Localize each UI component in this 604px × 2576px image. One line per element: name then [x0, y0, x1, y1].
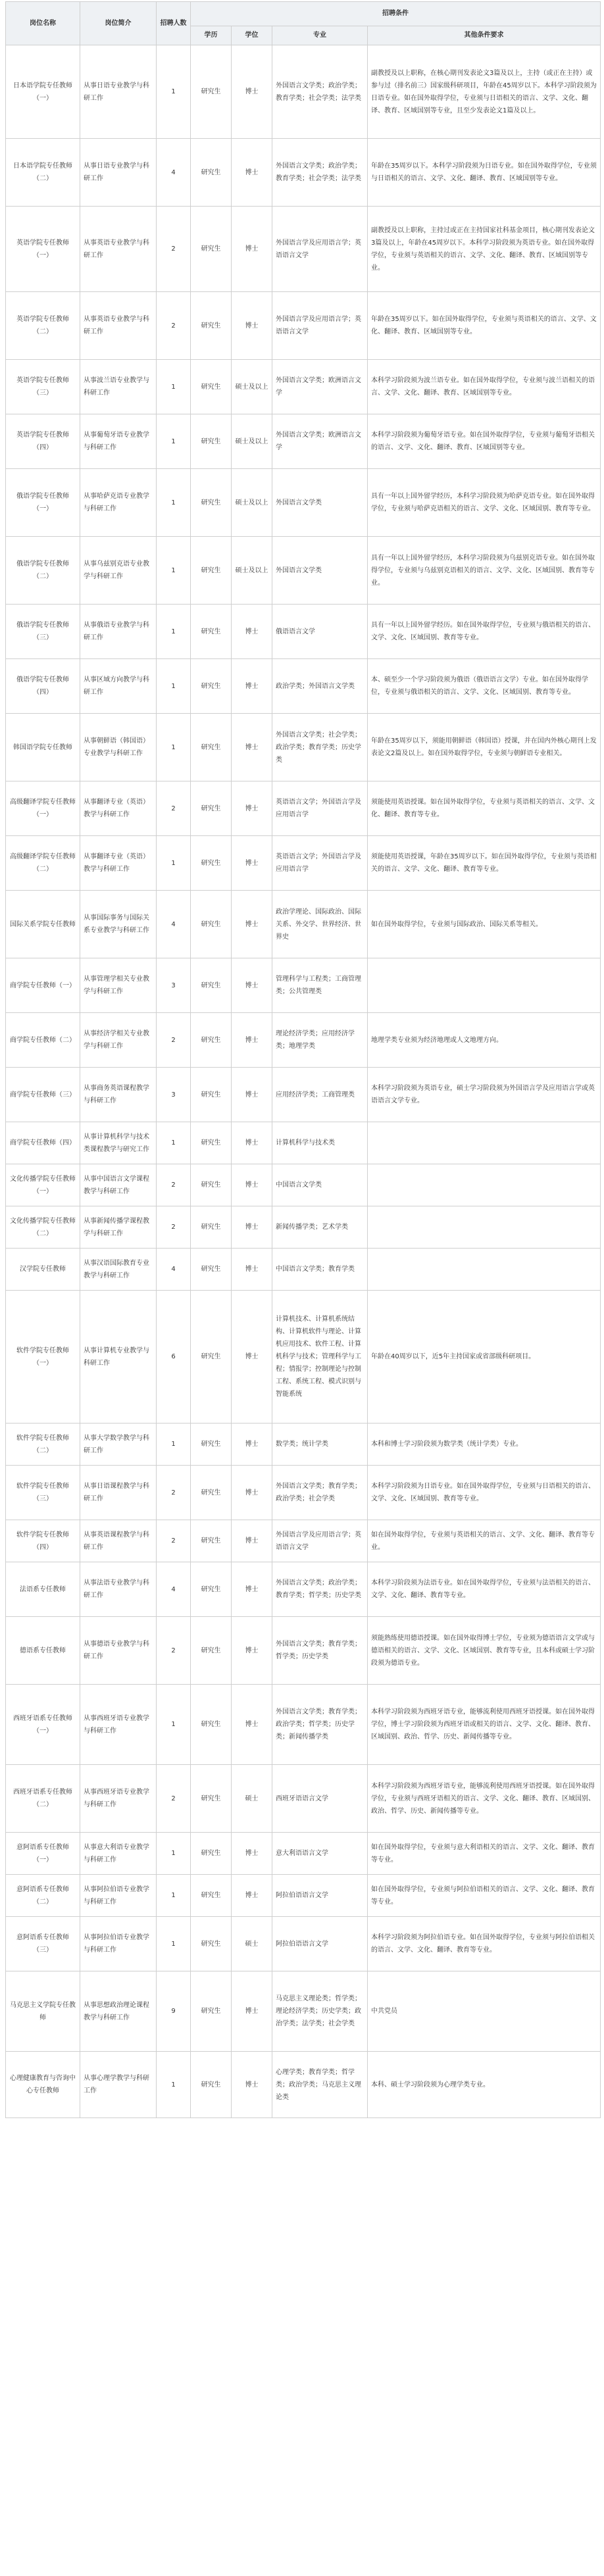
- cell-academic: 博士: [232, 1206, 272, 1249]
- cell-other: 年龄在40周岁以下，近5年主持国家或省部级科研项目。: [368, 1291, 601, 1424]
- cell-count: 2: [157, 1013, 191, 1068]
- recruitment-table: [5, 1, 601, 2118]
- cell-academic: 博士: [232, 891, 272, 958]
- cell-position: 汉学院专任教师: [6, 1249, 80, 1291]
- cell-count: 4: [157, 891, 191, 958]
- header-conditions: 招聘条件: [191, 2, 601, 26]
- cell-count: 6: [157, 1291, 191, 1424]
- cell-intro: 从事波兰语专业教学与科研工作: [80, 360, 157, 414]
- cell-position: 韩国语学院专任教师: [6, 714, 80, 781]
- cell-position: 文化传播学院专任教师（一）: [6, 1164, 80, 1206]
- cell-academic: 硕士: [232, 1917, 272, 1971]
- cell-other: [368, 958, 601, 1013]
- cell-major: 外国语言文学类；政治学类；教育学类；哲学类；历史学类: [272, 1562, 368, 1617]
- header-other: 其他条件要求: [368, 26, 601, 45]
- table-row: [6, 1685, 601, 1765]
- cell-degree: 研究生: [191, 1291, 232, 1424]
- cell-intro: 从事英语课程教学与科研工作: [80, 1520, 157, 1562]
- cell-count: 1: [157, 469, 191, 537]
- cell-other: 年龄在35周岁以下。如在国外取得学位，专业须与英语相关的语言、文学、文化、翻译、教育、区域国别等专业。: [368, 292, 601, 360]
- cell-count: 1: [157, 1875, 191, 1917]
- cell-academic: 博士: [232, 1164, 272, 1206]
- cell-count: 2: [157, 1164, 191, 1206]
- cell-position: 软件学院专任教师（二）: [6, 1424, 80, 1466]
- cell-count: 1: [157, 1833, 191, 1875]
- cell-position: 英语学院专任教师（三）: [6, 360, 80, 414]
- cell-major: 外国语言文学类；欧洲语言文学: [272, 414, 368, 469]
- table-row: [6, 207, 601, 292]
- cell-other: 如在国外取得学位，专业须与阿拉伯语相关的语言、文学、文化、翻译、教育等专业。: [368, 1875, 601, 1917]
- cell-position: 商学院专任教师（二）: [6, 1013, 80, 1068]
- cell-major: 外国语言文学类: [272, 469, 368, 537]
- table-row: [6, 537, 601, 605]
- cell-count: 1: [157, 605, 191, 659]
- table-row: [6, 1424, 601, 1466]
- cell-intro: 从事英语专业教学与科研工作: [80, 207, 157, 292]
- cell-degree: 研究生: [191, 1013, 232, 1068]
- cell-degree: 研究生: [191, 1917, 232, 1971]
- cell-intro: 从事阿拉伯语专业教学与科研工作: [80, 1917, 157, 1971]
- cell-major: 中国语言文学类；教育学类: [272, 1249, 368, 1291]
- cell-academic: 硕士及以上: [232, 537, 272, 605]
- cell-academic: 博士: [232, 139, 272, 207]
- table-row: [6, 292, 601, 360]
- cell-degree: 研究生: [191, 360, 232, 414]
- cell-academic: 博士: [232, 1617, 272, 1685]
- cell-other: 本科学习阶段须为西班牙语专业，能够流利使用西班牙语授课。如在国外取得学位，博士学习阶段须为西班牙语或相关的语言、文学、文化、翻译、教育、区域国别、政治、哲学、历史、新闻传播等专业。: [368, 1685, 601, 1765]
- cell-intro: 从事经济学相关专业教学与科研工作: [80, 1013, 157, 1068]
- cell-major: 外国语言学及应用语言学；英语语言文学: [272, 1520, 368, 1562]
- cell-position: 意阿语系专任教师（二）: [6, 1875, 80, 1917]
- cell-degree: 研究生: [191, 605, 232, 659]
- cell-intro: 从事朝鲜语（韩国语）专业教学与科研工作: [80, 714, 157, 781]
- table-row: [6, 414, 601, 469]
- cell-major: 政治学理论、国际政治、国际关系、外交学、世界经济、世界史: [272, 891, 368, 958]
- table-row: [6, 605, 601, 659]
- cell-other: 如在国外取得学位，专业须与英语相关的语言、文学、文化、翻译、教育等专业。: [368, 1520, 601, 1562]
- cell-position: 俄语学院专任教师（一）: [6, 469, 80, 537]
- cell-position: 意阿语系专任教师（三）: [6, 1917, 80, 1971]
- cell-degree: 研究生: [191, 1765, 232, 1833]
- cell-major: 英语语言文学；外国语言学及应用语言学: [272, 836, 368, 891]
- cell-academic: 博士: [232, 781, 272, 836]
- cell-position: 软件学院专任教师（四）: [6, 1520, 80, 1562]
- table-body: [6, 45, 601, 2118]
- cell-major: 中国语言文学类: [272, 1164, 368, 1206]
- table-row: [6, 891, 601, 958]
- header-row-top: [6, 2, 601, 26]
- cell-count: 2: [157, 1617, 191, 1685]
- cell-count: 4: [157, 139, 191, 207]
- cell-position: 国际关系学院专任教师: [6, 891, 80, 958]
- cell-degree: 研究生: [191, 537, 232, 605]
- table-row: [6, 1249, 601, 1291]
- cell-count: 1: [157, 1122, 191, 1164]
- cell-major: 马克思主义理论类；哲学类；理论经济学类；历史学类；政治学类；法学类；社会学类: [272, 1971, 368, 2052]
- cell-academic: 博士: [232, 605, 272, 659]
- cell-count: 1: [157, 45, 191, 139]
- cell-intro: 从事阿拉伯语专业教学与科研工作: [80, 1875, 157, 1917]
- cell-academic: 博士: [232, 714, 272, 781]
- cell-major: 阿拉伯语语言文学: [272, 1875, 368, 1917]
- cell-academic: 博士: [232, 1875, 272, 1917]
- cell-degree: 研究生: [191, 714, 232, 781]
- cell-position: 德语系专任教师: [6, 1617, 80, 1685]
- cell-degree: 研究生: [191, 1424, 232, 1466]
- cell-intro: 从事商务英语课程教学与科研工作: [80, 1068, 157, 1122]
- table-row: [6, 1206, 601, 1249]
- cell-academic: 博士: [232, 207, 272, 292]
- cell-position: 法语系专任教师: [6, 1562, 80, 1617]
- table-row: [6, 1917, 601, 1971]
- cell-intro: 从事西班牙语专业教学与科研工作: [80, 1765, 157, 1833]
- cell-position: 俄语学院专任教师（三）: [6, 605, 80, 659]
- cell-other: [368, 1164, 601, 1206]
- table-row: [6, 2052, 601, 2118]
- cell-count: 2: [157, 207, 191, 292]
- cell-intro: 从事英语专业教学与科研工作: [80, 292, 157, 360]
- cell-position: 高级翻译学院专任教师（二）: [6, 836, 80, 891]
- cell-academic: 博士: [232, 1424, 272, 1466]
- cell-count: 1: [157, 1917, 191, 1971]
- cell-major: 阿拉伯语语言文学: [272, 1917, 368, 1971]
- cell-position: 软件学院专任教师（一）: [6, 1291, 80, 1424]
- cell-intro: 从事思想政治理论课程教学与科研工作: [80, 1971, 157, 2052]
- cell-intro: 从事日语课程教学与科研工作: [80, 1466, 157, 1520]
- cell-degree: 研究生: [191, 1617, 232, 1685]
- cell-academic: 博士: [232, 836, 272, 891]
- cell-degree: 研究生: [191, 1164, 232, 1206]
- cell-major: 心理学类；教育学类；哲学类；政治学类；马克思主义理论类: [272, 2052, 368, 2118]
- cell-position: 商学院专任教师（一）: [6, 958, 80, 1013]
- cell-intro: 从事计算机专业教学与科研工作: [80, 1291, 157, 1424]
- cell-major: 英语语言文学；外国语言学及应用语言学: [272, 781, 368, 836]
- cell-major: 西班牙语语言文学: [272, 1765, 368, 1833]
- cell-major: 外国语言文学类；教育学类；政治学类；哲学类；历史学类；新闻传播学类: [272, 1685, 368, 1765]
- cell-major: 应用经济学类；工商管理类: [272, 1068, 368, 1122]
- cell-academic: 硕士及以上: [232, 414, 272, 469]
- table-row: [6, 1971, 601, 2052]
- cell-position: 俄语学院专任教师（二）: [6, 537, 80, 605]
- cell-other: 如在国外取得学位，专业须与国际政治、国际关系等相关。: [368, 891, 601, 958]
- table-row: [6, 139, 601, 207]
- cell-position: 软件学院专任教师（三）: [6, 1466, 80, 1520]
- table-row: [6, 360, 601, 414]
- cell-major: 计算机科学与技术类: [272, 1122, 368, 1164]
- cell-count: 1: [157, 537, 191, 605]
- header-intro: 岗位简介: [80, 2, 157, 45]
- table-row: [6, 1520, 601, 1562]
- cell-other: 本科学习阶段须为阿拉伯语专业。如在国外取得学位，专业须与阿拉伯语相关的语言、文学、文化、翻译、教育等专业。: [368, 1917, 601, 1971]
- cell-academic: 博士: [232, 1562, 272, 1617]
- cell-degree: 研究生: [191, 1833, 232, 1875]
- table-row: [6, 1122, 601, 1164]
- cell-count: 1: [157, 714, 191, 781]
- table-row: [6, 1466, 601, 1520]
- cell-major: 意大利语语言文学: [272, 1833, 368, 1875]
- cell-academic: 博士: [232, 1249, 272, 1291]
- cell-intro: 从事汉语国际教育专业教学与科研工作: [80, 1249, 157, 1291]
- table-row: [6, 1617, 601, 1685]
- cell-intro: 从事日语专业教学与科研工作: [80, 139, 157, 207]
- cell-position: 商学院专任教师（三）: [6, 1068, 80, 1122]
- cell-major: 外国语言文学类；政治学类；教育学类；社会学类；法学类: [272, 139, 368, 207]
- header-position: 岗位名称: [6, 2, 80, 45]
- table-row: [6, 836, 601, 891]
- cell-intro: 从事区域方向教学与科研工作: [80, 659, 157, 714]
- cell-academic: 硕士: [232, 1765, 272, 1833]
- cell-other: [368, 1206, 601, 1249]
- cell-other: 须能熟练使用德语授课。如在国外取得博士学位，专业须为德语语言文学或与德语相关的语言、文学、文化、区域国别、教育等专业，且本科或硕士学习阶段须为德语专业。: [368, 1617, 601, 1685]
- table-row: [6, 781, 601, 836]
- table-row: [6, 1291, 601, 1424]
- cell-academic: 博士: [232, 292, 272, 360]
- cell-academic: 博士: [232, 45, 272, 139]
- cell-academic: 博士: [232, 1068, 272, 1122]
- cell-intro: 从事葡萄牙语专业教学与科研工作: [80, 414, 157, 469]
- cell-position: 文化传播学院专任教师（二）: [6, 1206, 80, 1249]
- cell-major: 外国语言文学类: [272, 537, 368, 605]
- cell-degree: 研究生: [191, 414, 232, 469]
- cell-count: 1: [157, 659, 191, 714]
- cell-major: 管理科学与工程类；工商管理类；公共管理类: [272, 958, 368, 1013]
- cell-academic: 博士: [232, 1122, 272, 1164]
- cell-academic: 博士: [232, 1971, 272, 2052]
- cell-major: 政治学类；外国语言文学类: [272, 659, 368, 714]
- cell-degree: 研究生: [191, 1206, 232, 1249]
- cell-major: 外国语言文学类；政治学类；教育学类；社会学类；法学类: [272, 45, 368, 139]
- cell-other: [368, 1249, 601, 1291]
- cell-major: 外国语言文学类；教育学类；哲学类；历史学类: [272, 1617, 368, 1685]
- cell-intro: 从事德语专业教学与科研工作: [80, 1617, 157, 1685]
- cell-position: 俄语学院专任教师（四）: [6, 659, 80, 714]
- cell-position: 英语学院专任教师（一）: [6, 207, 80, 292]
- cell-count: 3: [157, 1068, 191, 1122]
- cell-count: 2: [157, 1520, 191, 1562]
- cell-academic: 博士: [232, 1520, 272, 1562]
- cell-degree: 研究生: [191, 469, 232, 537]
- cell-degree: 研究生: [191, 292, 232, 360]
- cell-major: 理论经济学类；应用经济学类；地理学类: [272, 1013, 368, 1068]
- cell-intro: 从事乌兹别克语专业教学与科研工作: [80, 537, 157, 605]
- cell-count: 4: [157, 1562, 191, 1617]
- cell-degree: 研究生: [191, 958, 232, 1013]
- cell-degree: 研究生: [191, 1971, 232, 2052]
- cell-intro: 从事中国语言文学课程教学与科研工作: [80, 1164, 157, 1206]
- cell-other: 本科和博士学习阶段须为数学类（统计学类）专业。: [368, 1424, 601, 1466]
- cell-major: 新闻传播学类；艺术学类: [272, 1206, 368, 1249]
- cell-degree: 研究生: [191, 1122, 232, 1164]
- table-row: [6, 958, 601, 1013]
- cell-degree: 研究生: [191, 1466, 232, 1520]
- cell-other: 副教授及以上职称，主持过或正在主持国家社科基金项目，核心期刊发表论文3篇及以上，年龄在45周岁以下。本科学习阶段须为英语专业。如在国外取得学位，专业须与英语相关的语言、文学、文化、翻译、教育、区域国别等专业。: [368, 207, 601, 292]
- cell-academic: 博士: [232, 1013, 272, 1068]
- cell-intro: 从事管理学相关专业教学与科研工作: [80, 958, 157, 1013]
- table-row: [6, 1164, 601, 1206]
- cell-count: 3: [157, 958, 191, 1013]
- header-degree: 学历: [191, 26, 232, 45]
- cell-other: 具有一年以上国外留学经历，本科学习阶段须为哈萨克语专业。如在国外取得学位，专业须与哈萨克语相关的语言、文学、文化、区域国别、教育等专业。: [368, 469, 601, 537]
- cell-academic: 博士: [232, 659, 272, 714]
- cell-other: 副教授及以上职称，在核心期刊发表论文3篇及以上，主持（或正在主持）或参与过（排名前三）国家级科研项目，年龄在45周岁以下。本科学习阶段须为日语专业。如在国外取得学位，专业须与日语相关的语言、文学、文化、翻译、教育、区域国别等专业，且至少发表论文1篇及以上。: [368, 45, 601, 139]
- cell-other: 本科学习阶段须为英语专业，硕士学习阶段须为外国语言学及应用语言学或英语语言文学专业。: [368, 1068, 601, 1122]
- cell-academic: 博士: [232, 1833, 272, 1875]
- cell-position: 高级翻译学院专任教师（一）: [6, 781, 80, 836]
- cell-other: 如在国外取得学位，专业须与意大利语相关的语言、文学、文化、翻译、教育等专业。: [368, 1833, 601, 1875]
- cell-other: 本、硕至少一个学习阶段须为俄语（俄语语言文学）专业。如在国外取得学位，专业须与俄语相关的语言、文学、文化、区域国别、教育等专业。: [368, 659, 601, 714]
- cell-intro: 从事翻译专业（英语）教学与科研工作: [80, 781, 157, 836]
- cell-count: 1: [157, 836, 191, 891]
- cell-major: 计算机技术、计算机系统结构、计算机软件与理论、计算机应用技术、软件工程、计算机科学与技术；管理科学与工程；情报学；控制理论与控制工程、系统工程、模式识别与智能系统: [272, 1291, 368, 1424]
- cell-count: 1: [157, 414, 191, 469]
- cell-major: 数学类；统计学类: [272, 1424, 368, 1466]
- cell-major: 外国语言文学类；社会学类；政治学类；教育学类；历史学类: [272, 714, 368, 781]
- cell-academic: 博士: [232, 1685, 272, 1765]
- cell-degree: 研究生: [191, 1068, 232, 1122]
- cell-other: [368, 1122, 601, 1164]
- cell-other: 具有一年以上国外留学经历。如在国外取得学位，专业须与俄语相关的语言、文学、文化、区域国别、教育等专业。: [368, 605, 601, 659]
- cell-count: 4: [157, 1249, 191, 1291]
- cell-other: 本科学习阶段须为法语专业。如在国外取得学位，专业须与法语相关的语言、文学、文化、翻译、教育等专业。: [368, 1562, 601, 1617]
- cell-degree: 研究生: [191, 1249, 232, 1291]
- cell-count: 1: [157, 2052, 191, 2118]
- cell-other: 本科学习阶段须为波兰语专业。如在国外取得学位，专业须与波兰语相关的语言、文学、文化、翻译、教育、区域国别等专业。: [368, 360, 601, 414]
- recruitment-table-container: [5, 1, 600, 2118]
- cell-degree: 研究生: [191, 1562, 232, 1617]
- table-row: [6, 45, 601, 139]
- cell-other: 须能使用英语授课。如在国外取得学位，专业须与英语相关的语言、文学、文化、翻译、教育等专业。: [368, 781, 601, 836]
- cell-other: 须能使用英语授课，年龄在35周岁以下。如在国外取得学位，专业须与英语相关的语言、文学、文化、翻译、教育等专业。: [368, 836, 601, 891]
- cell-count: 2: [157, 292, 191, 360]
- cell-intro: 从事计算机科学与技术类课程教学与研究工作: [80, 1122, 157, 1164]
- cell-position: 西班牙语系专任教师（二）: [6, 1765, 80, 1833]
- cell-degree: 研究生: [191, 1875, 232, 1917]
- cell-position: 商学院专任教师（四）: [6, 1122, 80, 1164]
- table-row: [6, 1562, 601, 1617]
- cell-count: 2: [157, 1206, 191, 1249]
- cell-other: 本科学习阶段须为日语专业。如在国外取得学位，专业须与日语相关的语言、文学、文化、区域国别、教育等专业。: [368, 1466, 601, 1520]
- cell-intro: 从事翻译专业（英语）教学与科研工作: [80, 836, 157, 891]
- table-row: [6, 1068, 601, 1122]
- table-row: [6, 659, 601, 714]
- cell-academic: 硕士及以上: [232, 360, 272, 414]
- cell-count: 1: [157, 1685, 191, 1765]
- cell-count: 2: [157, 1765, 191, 1833]
- cell-degree: 研究生: [191, 781, 232, 836]
- cell-count: 2: [157, 781, 191, 836]
- cell-major: 外国语言文学类；欧洲语言文学: [272, 360, 368, 414]
- cell-degree: 研究生: [191, 659, 232, 714]
- cell-position: 日本语学院专任教师（二）: [6, 139, 80, 207]
- cell-position: 西班牙语系专任教师（一）: [6, 1685, 80, 1765]
- cell-intro: 从事意大利语专业教学与科研工作: [80, 1833, 157, 1875]
- cell-position: 英语学院专任教师（二）: [6, 292, 80, 360]
- cell-position: 日本语学院专任教师（一）: [6, 45, 80, 139]
- header-academic: 学位: [232, 26, 272, 45]
- cell-intro: 从事西班牙语专业教学与科研工作: [80, 1685, 157, 1765]
- cell-intro: 从事新闻传播学课程教学与科研工作: [80, 1206, 157, 1249]
- cell-other: 中共党员: [368, 1971, 601, 2052]
- cell-academic: 硕士及以上: [232, 469, 272, 537]
- cell-academic: 博士: [232, 1466, 272, 1520]
- cell-major: 外国语言文学类；教育学类；政治学类；社会学类: [272, 1466, 368, 1520]
- cell-degree: 研究生: [191, 1520, 232, 1562]
- table-row: [6, 1875, 601, 1917]
- table-row: [6, 1013, 601, 1068]
- table-row: [6, 1765, 601, 1833]
- cell-position: 马克思主义学院专任教师: [6, 1971, 80, 2052]
- cell-degree: 研究生: [191, 836, 232, 891]
- cell-other: 本科学习阶段须为西班牙语专业，能够流利使用西班牙语授课。如在国外取得学位，专业须与西班牙语相关的语言、文学、文化、翻译、教育、区域国别、政治、哲学、历史、新闻传播等专业。: [368, 1765, 601, 1833]
- table-row: [6, 469, 601, 537]
- cell-intro: 从事大学数学教学与科研工作: [80, 1424, 157, 1466]
- cell-degree: 研究生: [191, 207, 232, 292]
- cell-other: 地理学类专业须为经济地理或人文地理方向。: [368, 1013, 601, 1068]
- cell-academic: 博士: [232, 1291, 272, 1424]
- cell-intro: 从事日语专业教学与科研工作: [80, 45, 157, 139]
- header-major: 专业: [272, 26, 368, 45]
- cell-major: 俄语语言文学: [272, 605, 368, 659]
- cell-major: 外国语言学及应用语言学；英语语言文学: [272, 207, 368, 292]
- cell-intro: 从事心理学教学与科研工作: [80, 2052, 157, 2118]
- cell-other: 年龄在35周岁以下。本科学习阶段须为日语专业。如在国外取得学位，专业须与日语相关的语言、文学、文化、翻译、教育、区域国别等专业。: [368, 139, 601, 207]
- cell-intro: 从事国际事务与国际关系专业教学与科研工作: [80, 891, 157, 958]
- cell-position: 英语学院专任教师（四）: [6, 414, 80, 469]
- header-count: 招聘人数: [157, 2, 191, 45]
- cell-academic: 博士: [232, 958, 272, 1013]
- table-row: [6, 1833, 601, 1875]
- cell-other: 年龄在35周岁以下，须能用朝鲜语（韩国语）授课，并在国内外核心期刊上发表论文2篇及以上。如在国外取得学位，专业须与朝鲜语专业相关。: [368, 714, 601, 781]
- cell-degree: 研究生: [191, 891, 232, 958]
- cell-degree: 研究生: [191, 1685, 232, 1765]
- cell-intro: 从事俄语专业教学与科研工作: [80, 605, 157, 659]
- cell-intro: 从事法语专业教学与科研工作: [80, 1562, 157, 1617]
- table-row: [6, 714, 601, 781]
- cell-major: 外国语言学及应用语言学；英语语言文学: [272, 292, 368, 360]
- cell-count: 1: [157, 360, 191, 414]
- cell-position: 心理健康教育与咨询中心专任教师: [6, 2052, 80, 2118]
- cell-count: 9: [157, 1971, 191, 2052]
- cell-intro: 从事哈萨克语专业教学与科研工作: [80, 469, 157, 537]
- cell-count: 2: [157, 1466, 191, 1520]
- cell-other: 本科、硕士学习阶段须为心理学类专业。: [368, 2052, 601, 2118]
- cell-degree: 研究生: [191, 45, 232, 139]
- cell-position: 意阿语系专任教师（一）: [6, 1833, 80, 1875]
- cell-degree: 研究生: [191, 139, 232, 207]
- cell-degree: 研究生: [191, 2052, 232, 2118]
- cell-other: 本科学习阶段须为葡萄牙语专业。如在国外取得学位，专业须与葡萄牙语相关的语言、文学、文化、翻译、教育、区域国别等专业。: [368, 414, 601, 469]
- cell-academic: 博士: [232, 2052, 272, 2118]
- cell-other: 具有一年以上国外留学经历，本科学习阶段须为乌兹别克语专业。如在国外取得学位，专业须与乌兹别克语相关的语言、文学、文化、区域国别、教育等专业。: [368, 537, 601, 605]
- cell-count: 1: [157, 1424, 191, 1466]
